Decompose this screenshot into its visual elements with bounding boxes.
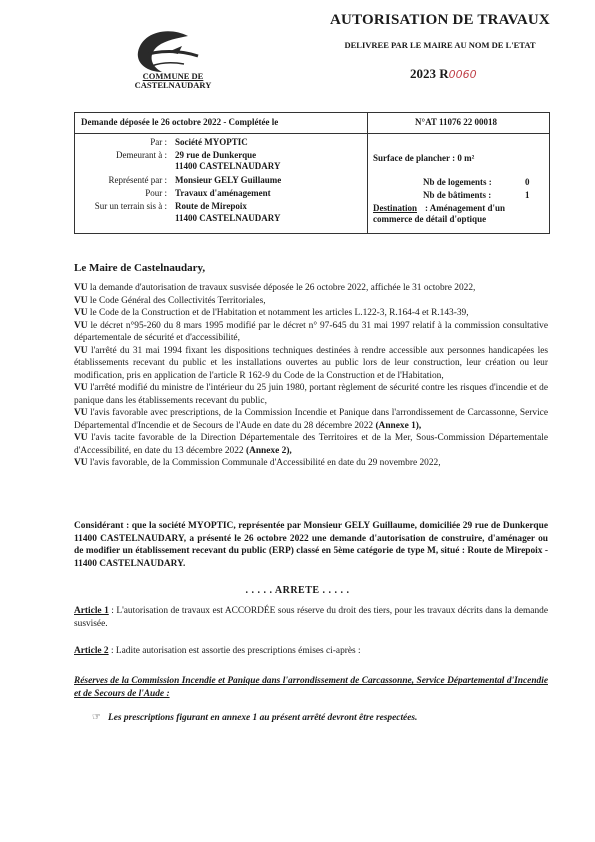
field-label-pour: Pour : — [145, 188, 167, 198]
reference-number: N°AT 11076 22 00018 — [415, 117, 498, 127]
article-1-label: Article 1 — [74, 606, 109, 616]
logements-label: Nb de logements : — [423, 177, 492, 187]
vu-item: VU l'avis favorable, de la Commission Communale d'Accessibilité en date du 29 novembre 2022, — [74, 458, 441, 468]
field-value-terrain: Route de Mirepoix — [175, 201, 247, 211]
application-info-box — [74, 112, 550, 234]
commune-line2: CASTELNAUDARY — [134, 80, 212, 90]
vu-keyword: VU — [74, 295, 88, 306]
vu-keyword: VU — [74, 458, 88, 468]
batiments-label: Nb de bâtiments : — [423, 190, 492, 200]
article-2 — [74, 645, 548, 658]
vu-list — [74, 282, 548, 470]
vu-item: VU l'avis favorable avec prescriptions, de la Commission Incendie et Panique dans l'arrondissement de Carcassonne, Service Départemental d'Incendie et de Secours de l'Aude en date du 28 décembre 2022 (Annexe 1), — [74, 408, 548, 431]
pointing-hand-bullet-icon: ☞ — [92, 712, 101, 723]
field-label-demeurant: Demeurant à : — [116, 150, 167, 160]
info-box-divider — [367, 113, 368, 233]
destination-label: Destination — [373, 203, 418, 213]
field-value-pour: Travaux d'aménagement — [175, 188, 271, 198]
vu-item: VU le Code Général des Collectivités Territoriales, — [74, 295, 266, 306]
article-2-label: Article 2 — [74, 646, 109, 656]
document-number-prefix: 2023 R — [410, 66, 449, 81]
field-label-represente: Représenté par : — [108, 175, 167, 185]
article-2-text: : Ladite autorisation est assortie des prescriptions émises ci-après : — [108, 646, 361, 656]
mayor-heading: Le Maire de Castelnaudary, — [74, 262, 206, 274]
prescription-bullet-text: Les prescriptions figurant en annexe 1 au présent arrêté devront être respectées. — [108, 713, 418, 723]
vu-item: VU le Code de la Construction et de l'Habitation et notamment les articles L.122-3, R.164-4 et R.143-39, — [74, 308, 469, 318]
field-value-represente: Monsieur GELY Guillaume — [175, 175, 282, 185]
commune-label — [118, 72, 228, 90]
field-value-demeurant: 29 rue de Dunkerque — [175, 150, 257, 160]
vu-keyword: VU — [74, 408, 88, 418]
arrete-heading: . . . . . ARRETE . . . . . — [245, 585, 350, 596]
vu-item: VU l'arrêté du 31 mai 1994 fixant les dispositions techniques destinées à rendre accessible aux personnes handicapées les établissements recevant du public et les installations ouvertes au public lors de leur construction, leur création ou leur modification, pris en application de l'article R 162-9 du Code de la Construction et de l'Habitation, — [74, 345, 548, 381]
annexe-2-ref: (Annexe 2), — [245, 445, 292, 456]
vu-keyword: VU — [74, 383, 88, 393]
annexe-1-ref: (Annexe 1), — [375, 420, 422, 431]
logements-value: 0 — [525, 177, 530, 187]
vu-keyword: VU — [74, 283, 88, 293]
vu-keyword: VU — [74, 308, 88, 318]
document-subtitle: DELIVREE PAR LE MAIRE AU NOM DE L'ETAT — [344, 40, 536, 50]
vu-item: VU le décret n°95-260 du 8 mars 1995 modifié par le décret n° 97-645 du 31 mai 1997 relatif à la commission consultative départementale de sécurité et d'accessibilité, — [74, 320, 548, 343]
vu-keyword: VU — [74, 345, 88, 356]
document-title: AUTORISATION DE TRAVAUX — [330, 12, 550, 28]
field-value-par: Société MYOPTIC — [175, 137, 248, 147]
considering-paragraph: Considérant : que la société MYOPTIC, représentée par Monsieur GELY Guillaume, domiciliée 29 rue de Dunkerque 11400 CASTELNAUDARY, a présenté le 26 octobre 2022 une demande d'autorisation de construire, d'aménager ou de modifier un établissement recevant du public (ERP) classé en 5ème catégorie de type M, situé : Route de Mirepoix - 11400 CASTELNAUDARY. — [74, 521, 548, 569]
batiments-value: 1 — [525, 190, 530, 200]
document-number-handwritten: 0060 — [448, 68, 477, 81]
article-1-text: : L'autorisation de travaux est ACCORDÉE sous réserve du droit des tiers, pour les travaux décrits dans la demande susvisée. — [74, 606, 548, 629]
field-value-terrain-city: 11400 CASTELNAUDARY — [175, 213, 281, 223]
reserve-heading: Réserves de la Commission Incendie et Panique dans l'arrondissement de Carcassonne, Service Départemental d'Incendie et de Secours de l'Aude : — [74, 676, 548, 699]
article-1 — [74, 605, 548, 630]
destination-value: : Aménagement d'un commerce de détail d'optique — [373, 203, 506, 224]
field-label-par: Par : — [150, 137, 167, 147]
deposit-date: Demande déposée le 26 octobre 2022 - Complétée le — [81, 117, 279, 127]
vu-item: VU l'avis tacite favorable de la Direction Départementale des Territoires et de la Mer, Sous-Commission Départementale d'Accessibilité, en date du 13 décembre 2022 (Annexe 2), — [74, 433, 548, 456]
commune-line1: COMMUNE DE — [142, 71, 204, 81]
vu-item: VU l'arrêté modifié du ministre de l'intérieur du 25 juin 1980, portant règlement de sécurité contre les risques d'incendie et de panique dans les établissements recevant du public, — [74, 383, 549, 406]
document-number — [410, 66, 477, 82]
vu-item: VU la demande d'autorisation de travaux susvisée déposée le 26 octobre 2022, affichée le 31 octobre 2022, — [74, 283, 476, 293]
field-value-demeurant-city: 11400 CASTELNAUDARY — [175, 161, 281, 171]
vu-keyword: VU — [74, 320, 88, 331]
vu-keyword: VU — [74, 433, 88, 443]
field-label-terrain: Sur un terrain sis à : — [94, 201, 167, 211]
surface-label: Surface de plancher : 0 m² — [373, 153, 475, 163]
